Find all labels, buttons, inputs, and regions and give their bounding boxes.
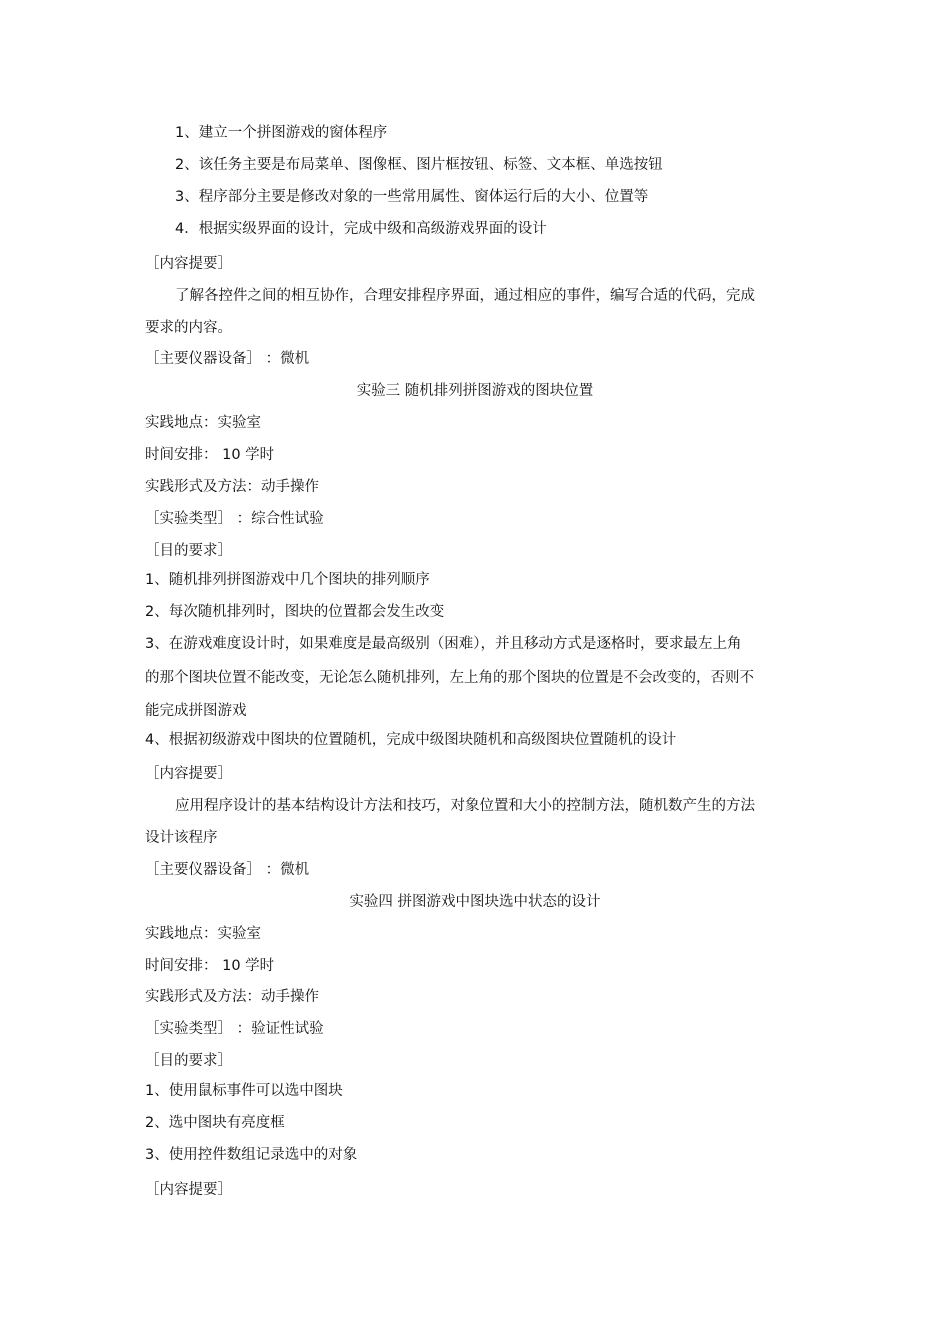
section-heading: ［目的要求］: [145, 1053, 232, 1069]
time-line: 时间安排： 10 学时: [145, 958, 275, 974]
list-item: 3、使用控件数组记录选中的对象: [145, 1147, 358, 1163]
list-item: 4、根据初级游戏中图块的位置随机，完成中级图块随机和高级图块位置随机的设计: [145, 732, 677, 748]
list-item: 1、使用鼠标事件可以选中图块: [145, 1083, 343, 1099]
section-heading: ［目的要求］: [145, 543, 232, 559]
list-item-continuation: 能完成拼图游戏: [145, 703, 247, 719]
location-line: 实践地点：实验室: [145, 926, 261, 942]
section-heading: ［内容提要］: [145, 256, 232, 272]
equipment-line: ［主要仪器设备］ ：微机: [145, 351, 310, 367]
location-line: 实践地点：实验室: [145, 415, 261, 431]
section-heading: ［内容提要］: [145, 766, 232, 782]
list-item: 1、建立一个拼图游戏的窗体程序: [175, 125, 388, 141]
paragraph-line: 要求的内容。: [145, 320, 232, 336]
paragraph-line: 应用程序设计的基本结构设计方法和技巧，对象位置和大小的控制方法，随机数产生的方法: [175, 798, 755, 814]
paragraph-line: 设计该程序: [145, 830, 218, 846]
list-item: 1、随机排列拼图游戏中几个图块的排列顺序: [145, 572, 430, 588]
list-item: 2、该任务主要是布局菜单、图像框、图片框按钮、标签、文本框、单选按钮: [175, 157, 663, 173]
list-item: 3、程序部分主要是修改对象的一些常用属性、窗体运行后的大小、位置等: [175, 189, 649, 205]
paragraph-line: 了解各控件之间的相互协作，合理安排程序界面，通过相应的事件，编写合适的代码，完成: [175, 288, 755, 304]
type-line: ［实验类型］ ：综合性试验: [145, 511, 324, 527]
list-item: 4．根据实级界面的设计，完成中级和高级游戏界面的设计: [175, 221, 547, 237]
method-line: 实践形式及方法：动手操作: [145, 989, 319, 1005]
list-item: 2、选中图块有亮度框: [145, 1115, 285, 1131]
section-heading: ［内容提要］: [145, 1182, 232, 1198]
list-item: 3、在游戏难度设计时，如果难度是最高级别（困难），并且移动方式是逐格时，要求最左上角: [145, 636, 742, 652]
list-item-continuation: 的那个图块位置不能改变，无论怎么随机排列，左上角的那个图块的位置是不会改变的，否则不: [145, 670, 754, 686]
experiment-title: 实验三 随机排列拼图游戏的图块位置: [356, 383, 594, 399]
experiment-title: 实验四 拼图游戏中图块选中状态的设计: [349, 894, 601, 910]
equipment-line: ［主要仪器设备］ ：微机: [145, 862, 310, 878]
time-line: 时间安排： 10 学时: [145, 447, 275, 463]
method-line: 实践形式及方法：动手操作: [145, 479, 319, 495]
list-item: 2、每次随机排列时，图块的位置都会发生改变: [145, 604, 445, 620]
type-line: ［实验类型］ ：验证性试验: [145, 1021, 324, 1037]
